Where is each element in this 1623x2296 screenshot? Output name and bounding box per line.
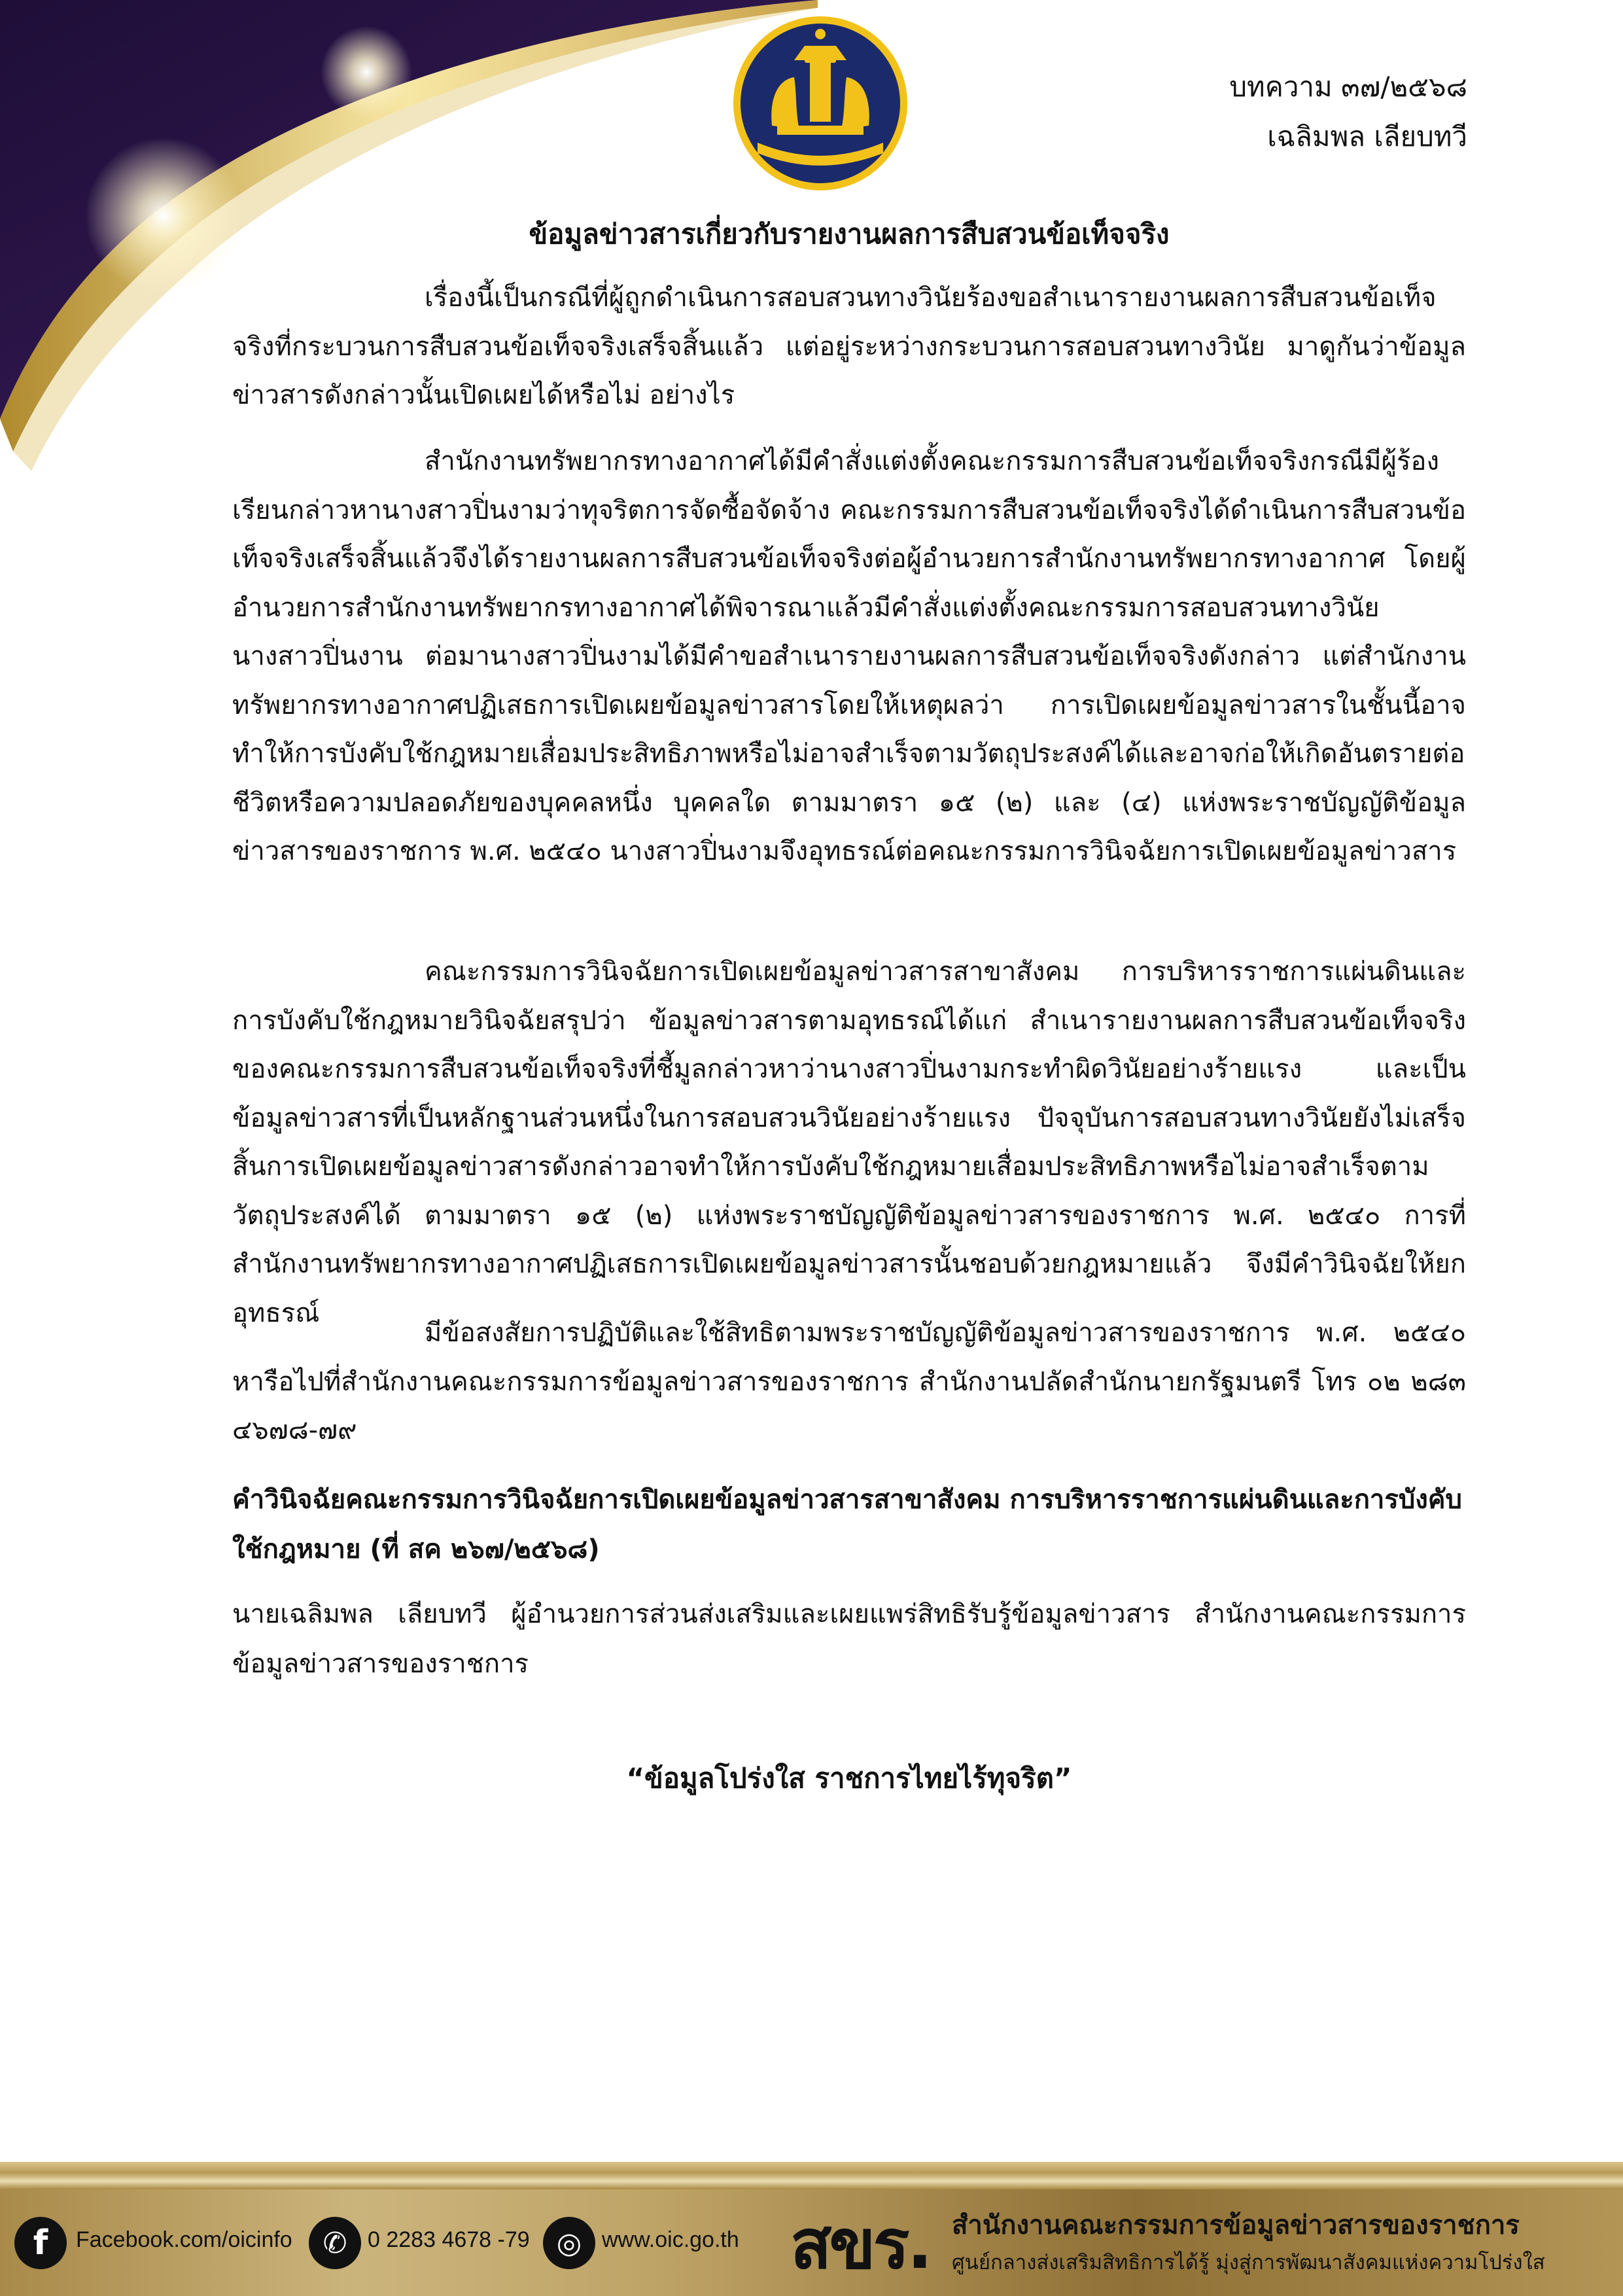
- article-author: เฉลิมพล เลียบทวี: [1267, 120, 1467, 152]
- paragraph-facts: สำนักงานทรัพยากรทางอากาศได้มีคำสั่งแต่งตั้งคณะกรรมการสืบสวนข้อเท็จจริงกรณีมีผู้ร้องเรียนกล่าวหานางสาวปิ่นงามว่าทุจริตการจัดซื้อจัดจ้าง คณะกรรมการสืบสวนข้อเท็จจริงได้ดำเนินการสืบสวนข้อเท็จจริงเสร็จสิ้นแล้วจึงได้รายงานผลการสืบสวนข้อเท็จจริงต่อผู้อำนวยการสำนักงานทรัพยากรทางอากาศ โดยผู้อำนวยการสำนักงานทรัพยากรทางอากาศได้พิจารณาแล้วมีคำสั่งแต่งตั้งคณะกรรมการสอบสวนทางวินัยนางสาวปิ่นงาน ต่อมานางสาวปิ่นงามได้มีคำขอสำเนารายงานผลการสืบสวนข้อเท็จจริงดังกล่าว แต่สำนักงานทรัพยากรทางอากาศปฏิเสธการเปิดเผยข้อมูลข่าวสารโดยให้เหตุผลว่า การเปิดเผยข้อมูลข่าวสารในชั้นนี้อาจทำให้การบังคับใช้กฎหมายเสื่อมประสิทธิภาพหรือไม่อาจสำเร็จตามวัตถุประสงค์ได้และอาจก่อให้เกิดอันตรายต่อชีวิตหรือความปลอดภัยของบุคคลหนึ่ง บุคคลใด ตามมาตรา ๑๕ (๒) และ (๔) แห่งพระราชบัญญัติข้อมูลข่าวสารของราชการ พ.ศ. ๒๕๔๐ นางสาวปิ่นงามจึงอุทธรณ์ต่อคณะกรรมการวินิจฉัยการเปิดเผยข้อมูลข่าวสาร: [232, 446, 1466, 866]
- phone-icon[interactable]: ✆: [309, 2217, 361, 2269]
- paragraph-decision: คณะกรรมการวินิจฉัยการเปิดเผยข้อมูลข่าวสารสาขาสังคม การบริหารราชการแผ่นดินและการบังคับใช้กฎหมายวินิจฉัยสรุปว่า ข้อมูลข่าวสารตามอุทธรณ์ได้แก่ สำเนารายงานผลการสืบสวนข้อเท็จจริงของคณะกรรมการสืบสวนข้อเท็จจริงที่ชี้มูลกล่าวหาว่านางสาวปิ่นงามกระทำผิดวินัยอย่างร้ายแรง และเป็นข้อมูลข่าวสารที่เป็นหลักฐานส่วนหนึ่งในการสอบสวนวินัยอย่างร้ายแรง ปัจจุบันการสอบสวนทางวินัยยังไม่เสร็จสิ้นการเปิดเผยข้อมูลข่าวสารดังกล่าวอาจทำให้การบังคับใช้กฎหมายเสื่อมประสิทธิภาพหรือไม่อาจสำเร็จตามวัตถุประสงค์ได้ ตามมาตรา ๑๕ (๒) แห่งพระราชบัญญัติข้อมูลข่าวสารของราชการ พ.ศ. ๒๕๔๐ การที่สำนักงานทรัพยากรทางอากาศปฏิเสธการเปิดเผยข้อมูลข่าวสารนั้นชอบด้วยกฎหมายแล้ว จึงมีคำวินิจฉัยให้ยกอุทธรณ์: [232, 957, 1466, 1328]
- footer-bar: [0, 2189, 1623, 2296]
- document-title: ข้อมูลข่าวสารเกี่ยวกับรายงานผลการสืบสวนข้อเท็จจริง: [529, 218, 1170, 250]
- oic-emblem-logo: [731, 14, 909, 192]
- organization-name: สำนักงานคณะกรรมการข้อมูลข่าวสารของราชการ: [952, 2210, 1520, 2240]
- organization-tagline: ศูนย์กลางส่งเสริมสิทธิการได้รู้ มุ่งสู่การพัฒนาสังคมแห่งความโปร่งใส: [952, 2251, 1545, 2274]
- oic-logo-text: สขร.: [790, 2204, 930, 2284]
- facebook-icon[interactable]: f: [14, 2217, 67, 2269]
- globe-icon[interactable]: ◎: [543, 2217, 595, 2269]
- author-credit: นายเฉลิมพล เลียบทวี ผู้อำนวยการส่วนส่งเสริมและเผยแพร่สิทธิรับรู้ข้อมูลข่าวสาร สำนักงานคณะกรรมการข้อมูลข่าวสารของราชการ: [232, 1599, 1466, 1679]
- phone-number[interactable]: 0 2283 4678 -79: [368, 2227, 530, 2252]
- website-link[interactable]: www.oic.go.th: [602, 2227, 739, 2252]
- footer-stripes: [0, 2162, 1623, 2189]
- article-number: บทความ ๓๗/๒๕๖๘: [1229, 71, 1467, 103]
- slogan: “ข้อมูลโปร่งใส ราชการไทยไร้ทุจริต”: [626, 1762, 1072, 1794]
- paragraph-intro: เรื่องนี้เป็นกรณีที่ผู้ถูกดำเนินการสอบสวนทางวินัยร้องขอสำเนารายงานผลการสืบสวนข้อเท็จจริงที่กระบวนการสืบสวนข้อเท็จจริงเสร็จสิ้นแล้ว แต่อยู่ระหว่างกระบวนการสอบสวนทางวินัย มาดูกันว่าข้อมูลข่าวสารดังกล่าวนั้นเปิดเผยได้หรือไม่ อย่างไร: [232, 283, 1466, 410]
- paragraph-contact: มีข้อสงสัยการปฏิบัติและใช้สิทธิตามพระราชบัญญัติข้อมูลข่าวสารของราชการ พ.ศ. ๒๕๔๐ หารือไปที่สำนักงานคณะกรรมการข้อมูลข่าวสารของราชการ สำนักงานปลัดสำนักนายกรัฐมนตรี โทร ๐๒ ๒๘๓ ๔๖๗๘-๗๙: [232, 1318, 1466, 1445]
- ruling-reference: คำวินิจฉัยคณะกรรมการวินิจฉัยการเปิดเผยข้อมูลข่าวสารสาขาสังคม การบริหารราชการแผ่นดินและการบังคับใช้กฎหมาย (ที่ สค ๒๖๗/๒๕๖๘): [232, 1485, 1462, 1564]
- facebook-link[interactable]: Facebook.com/oicinfo: [76, 2227, 292, 2252]
